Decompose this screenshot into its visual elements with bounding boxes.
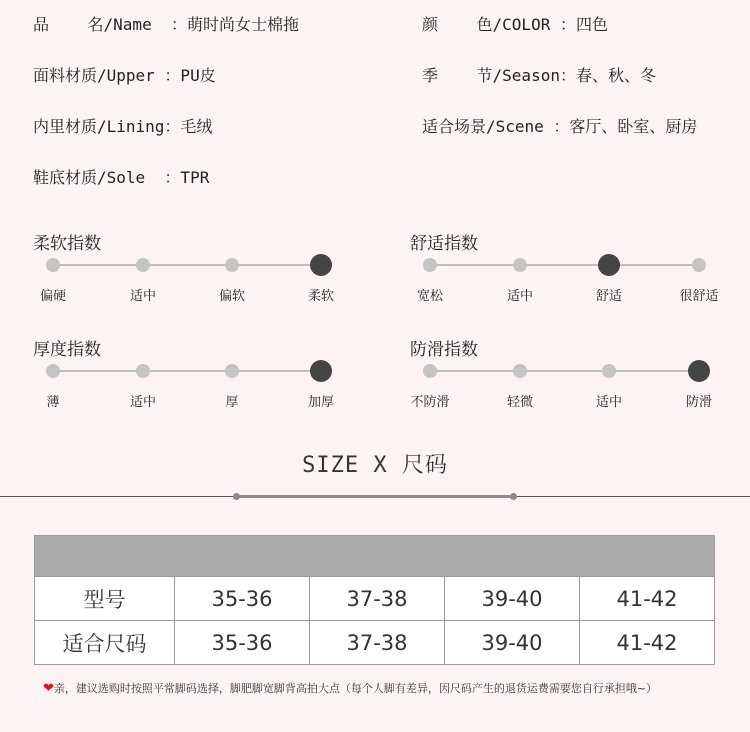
table-row [35, 577, 715, 621]
scale-option-label: 偏硬 [39, 289, 67, 304]
scale-track [53, 264, 321, 266]
scale-dot [225, 364, 239, 378]
spec-color: 颜 色/COLOR ：四色 [422, 15, 608, 34]
scale-dot [513, 364, 527, 378]
scale-title: 舒适指数 [410, 234, 478, 254]
scale-option-label: 不防滑 [410, 395, 450, 410]
size-section-title: SIZE X 尺码 [302, 453, 448, 478]
scale-track [53, 370, 321, 372]
scale-dot [136, 258, 150, 272]
scale-option-label: 偏软 [218, 289, 246, 304]
decorative-bar-left-dot [233, 493, 240, 500]
scale-dot [602, 364, 616, 378]
table-row [35, 621, 715, 665]
scale-dot [423, 364, 437, 378]
table-cell: 35-36 [175, 577, 310, 621]
scale-option-label: 适中 [129, 395, 157, 410]
scale-option-label: 适中 [506, 289, 534, 304]
scale-dot [136, 364, 150, 378]
spec-season: 季 节/Season：春、秋、冬 [422, 66, 656, 85]
scale-dot-selected [598, 254, 620, 276]
table-cell: 39-40 [445, 621, 580, 665]
decorative-bar [236, 495, 514, 498]
scale-option-label: 柔软 [307, 289, 335, 304]
scale-dot [46, 258, 60, 272]
table-cell: 41-42 [580, 577, 715, 621]
table-cell: 37-38 [310, 621, 445, 665]
footnote-text: 亲，建议选购时按照平常脚码选择，脚肥脚宽脚背高拍大点（每个人脚有差异，因尺码产生的退货运费需要您自行承担哦~） [53, 682, 658, 695]
scale-track [430, 370, 699, 372]
scale-option-label: 防滑 [685, 395, 713, 410]
scale-dot-selected [310, 254, 332, 276]
decorative-bar-right-dot [510, 493, 517, 500]
scale-option-label: 厚 [225, 395, 239, 410]
size-table-header-cell [35, 536, 715, 577]
table-cell: 35-36 [175, 621, 310, 665]
scale-title: 防滑指数 [410, 340, 478, 360]
scale-option-label: 舒适 [595, 289, 623, 304]
scale-title: 柔软指数 [33, 234, 101, 254]
size-table [34, 535, 715, 665]
scale-title: 厚度指数 [33, 340, 101, 360]
size-table-header [35, 536, 715, 577]
scale-track [430, 264, 699, 266]
table-cell: 39-40 [445, 577, 580, 621]
spec-upper: 面料材质/Upper ：PU皮 [33, 66, 216, 85]
scale-option-label: 宽松 [416, 289, 444, 304]
spec-sole: 鞋底材质/Sole ：TPR [33, 168, 210, 187]
spec-name: 品 名/Name ：萌时尚女士棉拖 [33, 15, 299, 34]
scale-dot [46, 364, 60, 378]
scale-dot [692, 258, 706, 272]
scale-dot [423, 258, 437, 272]
scale-option-label: 薄 [46, 395, 60, 410]
table-cell: 41-42 [580, 621, 715, 665]
table-cell: 适合尺码 [35, 621, 175, 665]
scale-option-label: 适中 [595, 395, 623, 410]
table-cell: 型号 [35, 577, 175, 621]
scale-dot [225, 258, 239, 272]
scale-dot-selected [688, 360, 710, 382]
scale-dot-selected [310, 360, 332, 382]
heart-icon: ❤ [43, 681, 54, 696]
spec-lining: 内里材质/Lining：毛绒 [33, 117, 213, 136]
scale-option-label: 加厚 [307, 395, 335, 410]
scale-option-label: 很舒适 [679, 289, 719, 304]
scale-option-label: 适中 [129, 289, 157, 304]
spec-scene: 适合场景/Scene ：客厅、卧室、厨房 [422, 117, 698, 136]
table-cell: 37-38 [310, 577, 445, 621]
footnote [43, 680, 657, 696]
scale-dot [513, 258, 527, 272]
scale-option-label: 轻微 [506, 395, 534, 410]
